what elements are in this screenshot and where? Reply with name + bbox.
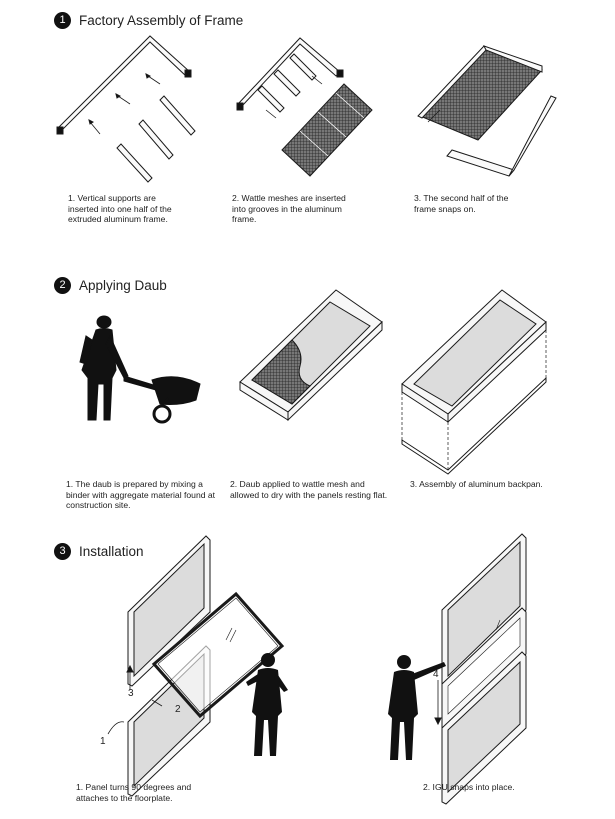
step-3-1-caption: 1. Panel turns 90 degrees and attaches to the floorplate. xyxy=(76,782,192,803)
daub-panel xyxy=(240,290,382,420)
install-label-1: 1 xyxy=(100,736,106,747)
frame-second-half xyxy=(418,46,556,176)
install-label-2: 2 xyxy=(175,704,181,715)
installation-panels-left xyxy=(108,536,282,796)
step-3-2-caption: 2. IGU snaps into place. xyxy=(423,782,515,792)
step-1-3-caption: 3. The second half of the frame snaps on. xyxy=(414,193,509,214)
section-3-header xyxy=(54,543,144,560)
section-2-number: 2 xyxy=(54,277,71,294)
step-1-2-caption: 2. Wattle meshes are inserted into grooves in the aluminum frame. xyxy=(232,193,346,225)
step-2-2-caption: 2. Daub applied to wattle mesh and allowed to dry with the panels resting flat. xyxy=(230,479,388,500)
section-2-header xyxy=(54,277,167,294)
step-2-3-caption: 3. Assembly of aluminum backpan. xyxy=(410,479,543,489)
section-3-number: 3 xyxy=(54,543,71,560)
step-1-1-caption: 1. Vertical supports are inserted into one half of the extruded aluminum frame. xyxy=(68,193,172,225)
install-label-4: 4 xyxy=(433,669,439,680)
frame-with-wattle-mesh xyxy=(237,38,372,176)
installer-silhouette-left xyxy=(246,653,288,756)
installation-panels-right xyxy=(435,534,526,804)
section-2-title: Applying Daub xyxy=(79,278,167,293)
section-1-title: Factory Assembly of Frame xyxy=(79,13,244,28)
backpan-panel xyxy=(402,290,546,474)
frame-half-with-supports xyxy=(57,36,195,182)
worker-wheelbarrow-silhouette xyxy=(80,316,200,422)
step-2-1-caption: 1. The daub is prepared by mixing a binder with aggregate material found at construction site. xyxy=(66,479,216,511)
section-3-title: Installation xyxy=(79,544,144,559)
section-1-number: 1 xyxy=(54,12,71,29)
install-label-3: 3 xyxy=(128,688,134,699)
